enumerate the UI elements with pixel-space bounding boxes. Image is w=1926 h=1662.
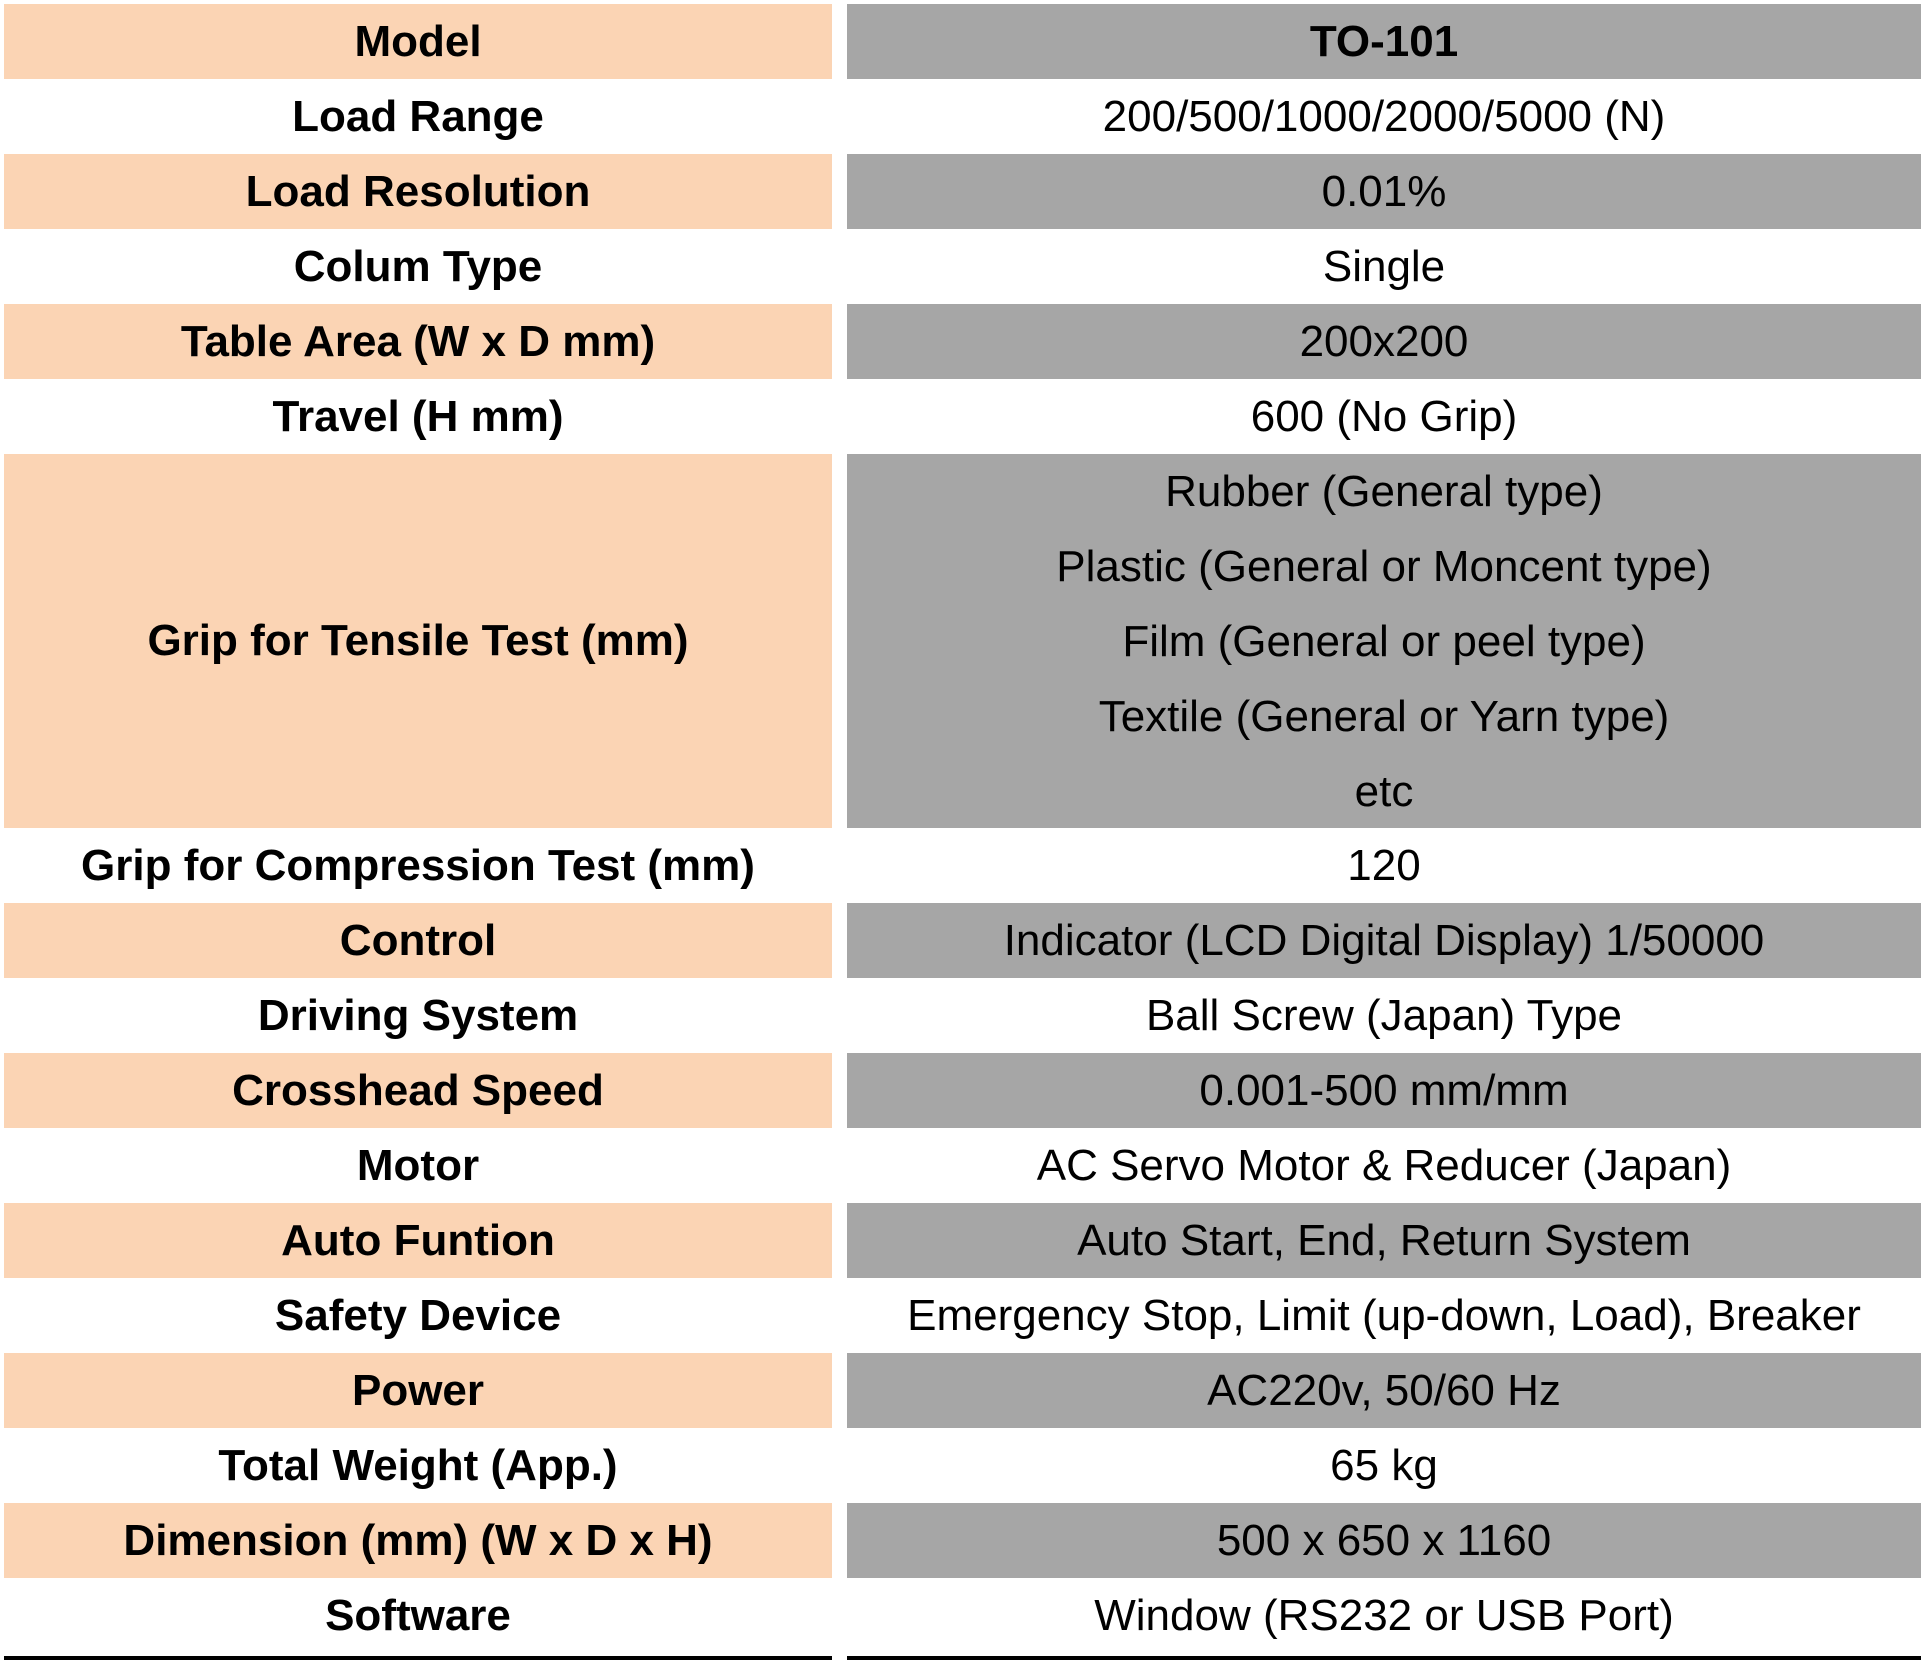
grip-tensile-line: Rubber (General type)	[1165, 466, 1603, 516]
row-label-software: Software	[325, 1590, 511, 1640]
table-row	[0, 154, 1926, 229]
row-label-safety-device: Safety Device	[274, 1290, 562, 1340]
table-row	[0, 1578, 1926, 1653]
row-label-travel: Travel (H mm)	[272, 391, 564, 441]
table-row	[0, 1353, 1926, 1428]
table-row	[0, 1278, 1926, 1353]
row-value-crosshead-speed: 0.001-500 mm/mm	[847, 1053, 1921, 1128]
row-value-safety-device: Emergency Stop, Limit (up-down, Load), Breaker	[907, 1290, 1861, 1340]
row-label-table-area: Table Area (W x D mm)	[4, 304, 832, 379]
row-label-model: Model	[4, 4, 832, 79]
bottom-rule-right	[847, 1656, 1921, 1660]
row-value-table-area: 200x200	[847, 304, 1921, 379]
row-label-grip-tensile: Grip for Tensile Test (mm)	[4, 454, 832, 828]
row-label-load-resolution: Load Resolution	[4, 154, 832, 229]
row-value-motor: AC Servo Motor & Reducer (Japan)	[1036, 1140, 1732, 1190]
row-label-control: Control	[4, 903, 832, 978]
table-row	[0, 379, 1926, 454]
grip-tensile-line: etc	[1354, 766, 1414, 816]
row-value-power: AC220v, 50/60 Hz	[847, 1353, 1921, 1428]
row-value-travel: 600 (No Grip)	[1250, 391, 1518, 441]
row-value-dimension: 500 x 650 x 1160	[847, 1503, 1921, 1578]
row-label-auto-funtion: Auto Funtion	[4, 1203, 832, 1278]
row-value-colum-type: Single	[1322, 241, 1446, 291]
table-row	[0, 1203, 1926, 1278]
table-row	[0, 903, 1926, 978]
row-label-motor: Motor	[356, 1140, 480, 1190]
grip-tensile-line: Plastic (General or Moncent type)	[1056, 541, 1712, 591]
row-value-load-resolution: 0.01%	[847, 154, 1921, 229]
grip-tensile-line: Textile (General or Yarn type)	[1098, 691, 1670, 741]
bottom-rule-left	[4, 1656, 832, 1660]
row-label-load-range: Load Range	[292, 91, 544, 141]
row-value-total-weight: 65 kg	[1330, 1440, 1438, 1490]
table-row	[0, 1503, 1926, 1578]
row-value-grip-tensile	[847, 454, 1921, 828]
row-value-driving-system: Ball Screw (Japan) Type	[1145, 990, 1623, 1040]
spec-table	[0, 4, 1926, 1653]
row-value-model: TO-101	[847, 4, 1921, 79]
row-value-software: Window (RS232 or USB Port)	[1094, 1590, 1674, 1640]
table-row	[0, 229, 1926, 304]
row-label-grip-compression: Grip for Compression Test (mm)	[81, 840, 755, 890]
row-value-control: Indicator (LCD Digital Display) 1/50000	[847, 903, 1921, 978]
table-row	[0, 79, 1926, 154]
row-value-load-range: 200/500/1000/2000/5000 (N)	[1102, 91, 1666, 141]
table-row	[0, 1428, 1926, 1503]
row-value-auto-funtion: Auto Start, End, Return System	[847, 1203, 1921, 1278]
table-row	[0, 304, 1926, 379]
row-label-colum-type: Colum Type	[293, 241, 543, 291]
grip-tensile-line: Film (General or peel type)	[1122, 616, 1646, 666]
table-row	[0, 4, 1926, 79]
table-row	[0, 1053, 1926, 1128]
row-value-grip-compression: 120	[1347, 840, 1421, 890]
row-label-driving-system: Driving System	[257, 990, 579, 1040]
table-row	[0, 978, 1926, 1053]
table-row	[0, 1128, 1926, 1203]
table-row	[0, 828, 1926, 903]
row-label-total-weight: Total Weight (App.)	[218, 1440, 618, 1490]
row-label-crosshead-speed: Crosshead Speed	[4, 1053, 832, 1128]
row-label-power: Power	[4, 1353, 832, 1428]
row-label-dimension: Dimension (mm) (W x D x H)	[4, 1503, 832, 1578]
table-row	[0, 454, 1926, 828]
